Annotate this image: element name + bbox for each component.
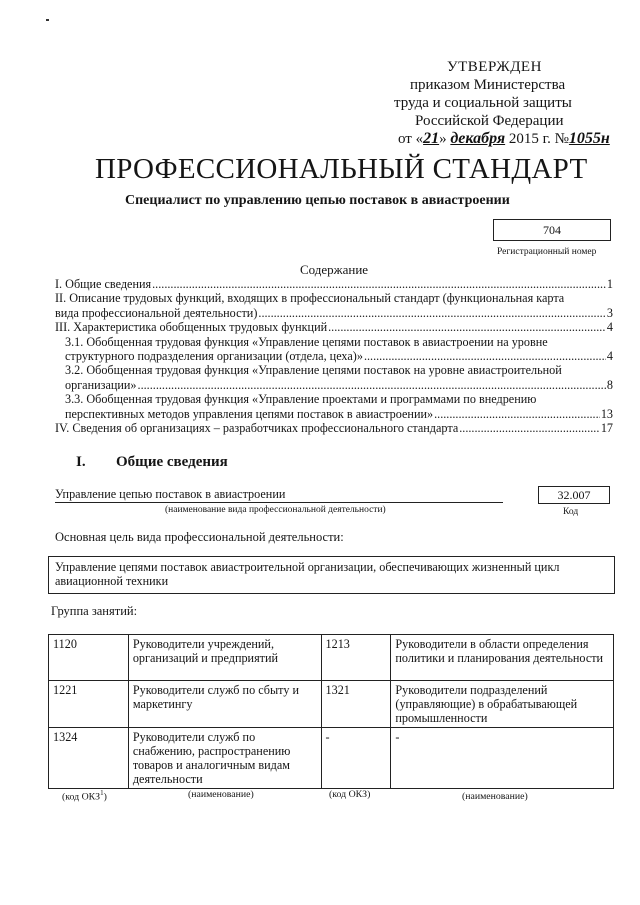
toc-page-number: 13 — [600, 406, 613, 421]
toc-page-number: 3 — [606, 305, 613, 320]
toc-item[interactable] — [55, 421, 613, 435]
registration-number-box: 704 — [493, 219, 611, 241]
toc-leader-dots — [434, 407, 600, 421]
document-subtitle: Специалист по управлению цепью поставок в авиастроении — [125, 193, 510, 208]
scan-speck — [46, 19, 49, 21]
approval-block — [380, 58, 620, 148]
toc-title: Содержание — [299, 262, 369, 277]
toc-page-number: 1 — [606, 277, 613, 291]
activity-code-caption: Код — [563, 507, 579, 517]
date-prefix: от « — [398, 131, 424, 147]
toc-page-number: 17 — [600, 421, 613, 436]
approval-line: приказом Министерства — [410, 77, 566, 93]
date-year: 2015 г. № — [505, 131, 569, 147]
approval-date-line — [380, 130, 620, 148]
okz-code-cell: 1321 — [321, 681, 391, 728]
date-mid: » — [439, 131, 451, 147]
toc-item-text: III. Характеристика обобщенных трудовых функций — [55, 320, 328, 335]
table-row — [49, 635, 614, 681]
toc-item[interactable] — [55, 277, 613, 291]
toc-item-text: IV. Сведения об организациях – разработчиках профессионального стандарта — [55, 421, 459, 436]
toc-item-text: перспективных методов управления цепями поставок в авиастроении» — [65, 406, 434, 421]
date-month-handwritten: декабря — [450, 130, 506, 147]
section-title: Общие сведения — [116, 454, 228, 470]
approval-heading: УТВЕРЖДЕН — [447, 59, 542, 75]
occupation-name-cell: Руководители служб по сбыту и маркетингу — [128, 681, 321, 728]
toc-item[interactable] — [55, 320, 613, 334]
table-row — [49, 728, 614, 789]
caption-name: (наименование) — [188, 789, 254, 800]
caption-okz-code: (код ОКЗ) — [329, 789, 371, 800]
toc-leader-dots — [138, 378, 606, 392]
okz-code-cell: 1120 — [49, 635, 129, 681]
toc-leader-dots — [152, 277, 606, 291]
toc-item-text: структурного подразделения организации (отдела, цеха)» — [65, 349, 363, 364]
toc-item-text: 3.2. Обобщенная трудовая функция «Управление цепями поставок на уровне авиастроительной — [65, 363, 562, 378]
occupation-name-cell: Руководители в области определения политики и планирования деятельности — [391, 635, 614, 681]
toc-page-number: 4 — [606, 320, 613, 335]
goal-box — [48, 556, 615, 594]
okz-code-cell: 1221 — [49, 681, 129, 728]
toc-leader-dots — [364, 349, 606, 363]
toc-page-number: 8 — [606, 377, 613, 392]
caption-name: (наименование) — [462, 791, 528, 802]
document-title: ПРОФЕССИОНАЛЬНЫЙ СТАНДАРТ — [95, 153, 588, 185]
caption-okz-code: (код ОКЗ$^1$) — [62, 789, 107, 803]
toc-item[interactable] — [55, 335, 613, 364]
occupation-name-cell: Руководители подразделений (управляющие) в обрабатывающей промышленности — [391, 681, 614, 728]
occupation-group-label: Группа занятий: — [51, 604, 138, 618]
registration-number-label: Регистрационный номер — [497, 247, 597, 257]
toc-item-text: организации» — [65, 377, 137, 392]
goal-label: Основная цель вида профессиональной деятельности: — [55, 530, 344, 544]
okz-code-cell: - — [321, 728, 391, 789]
toc-item[interactable] — [55, 392, 613, 421]
occupation-name-cell: - — [391, 728, 614, 789]
toc-item-text: 3.3. Обобщенная трудовая функция «Управление проектами и программами по внедрению — [65, 392, 537, 407]
toc-page-number: 4 — [606, 349, 613, 364]
occupation-name-cell: Руководители учреждений, организаций и предприятий — [128, 635, 321, 681]
toc-item[interactable] — [55, 291, 613, 320]
table-row — [49, 681, 614, 728]
toc-leader-dots — [328, 320, 606, 334]
okz-code-cell: 1213 — [321, 635, 391, 681]
activity-code-box: 32.007 — [538, 486, 610, 504]
goal-text: авиационной техники — [55, 574, 169, 588]
section-number: I. — [76, 454, 86, 470]
toc-item[interactable] — [55, 363, 613, 392]
toc-leader-dots — [459, 421, 600, 435]
activity-caption: (наименование вида профессиональной деятельности) — [165, 505, 386, 515]
toc-leader-dots — [258, 306, 606, 320]
order-number-handwritten: 1055н — [568, 130, 610, 147]
toc-item-text: I. Общие сведения — [55, 277, 152, 291]
goal-text: Управление цепями поставок авиастроительной организации, обеспечивающих жизненный цикл — [55, 560, 560, 574]
toc-item-text: II. Описание трудовых функций, входящих в профессиональный стандарт (функциональная карта — [55, 291, 565, 306]
occupation-group-table — [48, 634, 614, 789]
table-of-contents — [55, 277, 613, 435]
activity-name: Управление цепью поставок в авиастроении — [55, 487, 503, 503]
toc-item-text: вида профессиональной деятельности) — [55, 305, 258, 320]
section-heading — [76, 454, 228, 471]
okz-code-cell: 1324 — [49, 728, 129, 789]
date-day-handwritten: 21 — [423, 130, 440, 147]
occupation-name-cell: Руководители служб по снабжению, распространению товаров и аналогичным видам деятельности — [128, 728, 321, 789]
approval-line: Российской Федерации — [415, 113, 564, 129]
approval-line: труда и социальной защиты — [394, 95, 572, 111]
toc-item-text: 3.1. Обобщенная трудовая функция «Управление цепями поставок в авиастроении на уровне — [65, 334, 548, 349]
